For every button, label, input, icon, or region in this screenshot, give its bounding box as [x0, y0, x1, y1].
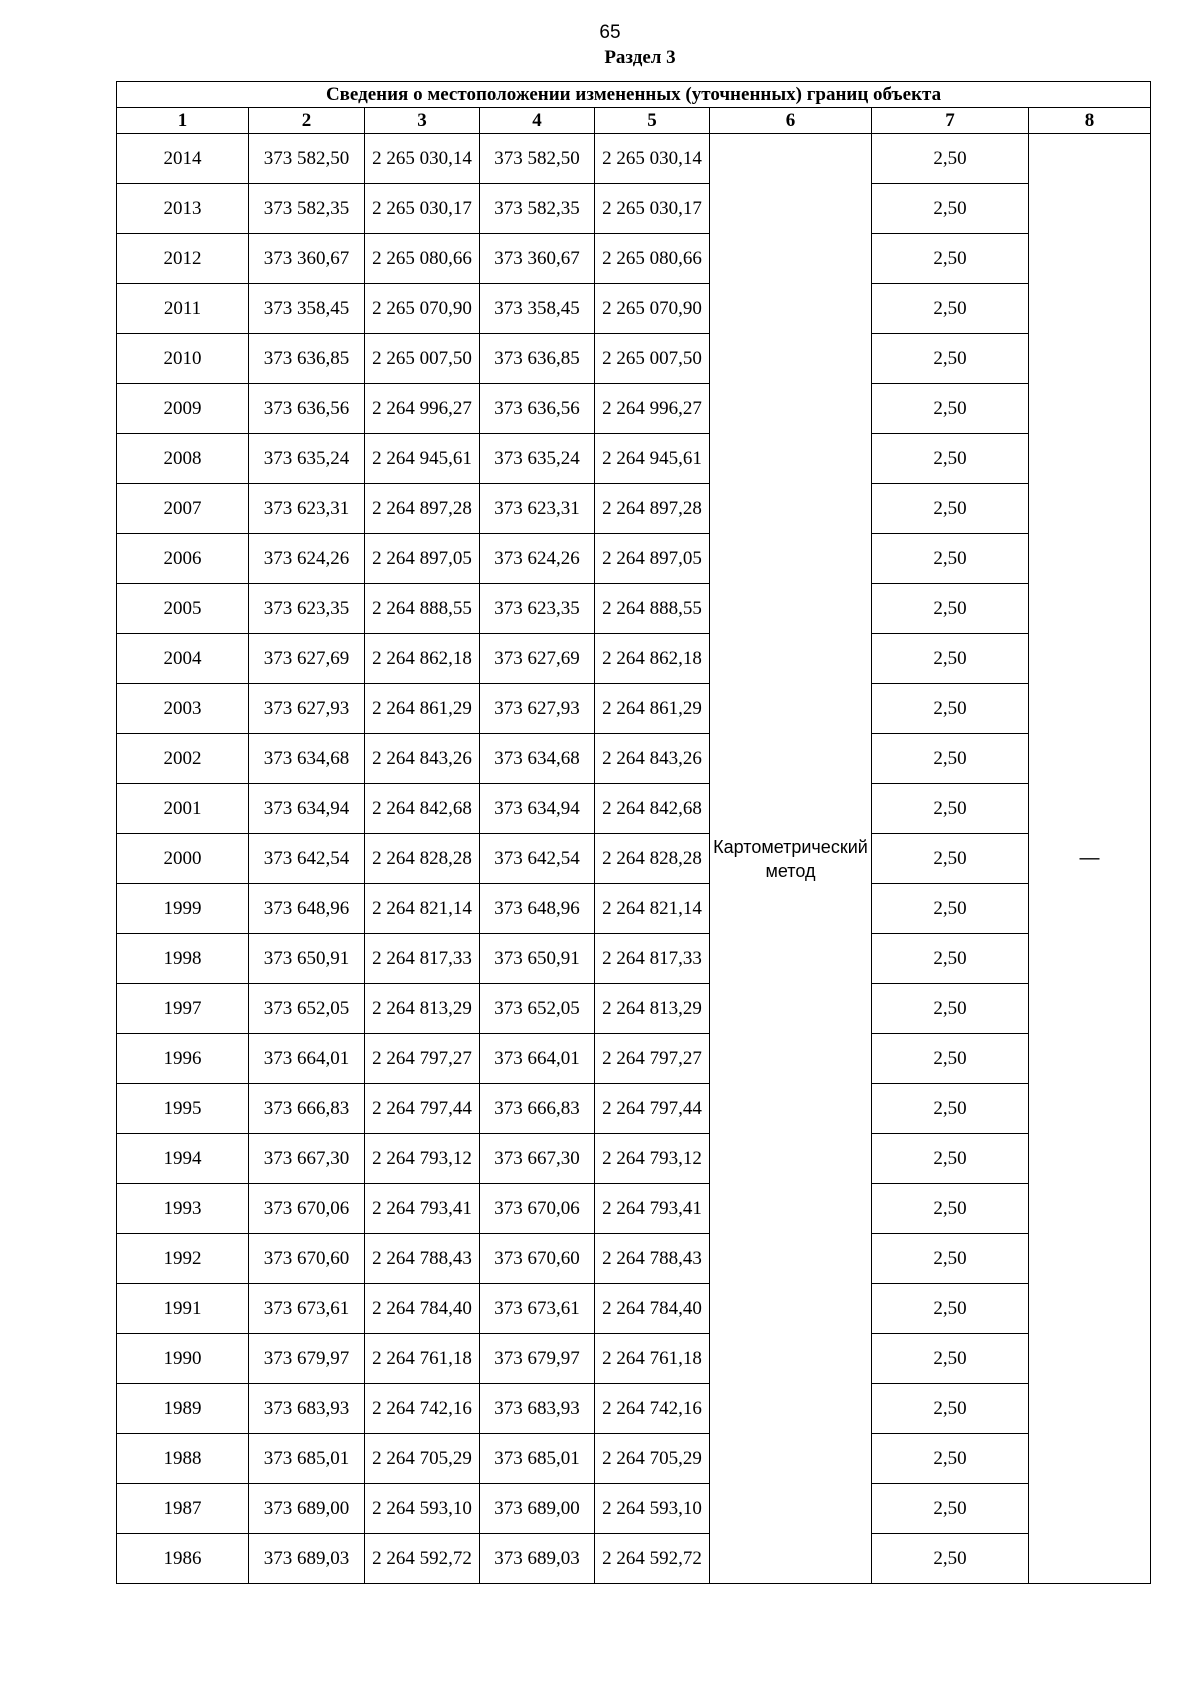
accuracy-cell: 2,50 [872, 734, 1029, 784]
y-new-cell: 2 264 817,33 [595, 934, 710, 984]
y-new-cell: 2 264 897,28 [595, 484, 710, 534]
x-old-cell: 373 650,91 [249, 934, 365, 984]
x-new-cell: 373 673,61 [480, 1284, 595, 1334]
x-new-cell: 373 360,67 [480, 234, 595, 284]
x-old-cell: 373 670,06 [249, 1184, 365, 1234]
y-new-cell: 2 264 996,27 [595, 384, 710, 434]
y-old-cell: 2 264 862,18 [365, 634, 480, 684]
page-number: 65 [599, 22, 621, 43]
accuracy-cell: 2,50 [872, 1384, 1029, 1434]
point-number-cell: 2000 [117, 834, 249, 884]
x-new-cell: 373 689,03 [480, 1534, 595, 1584]
point-number-cell: 2002 [117, 734, 249, 784]
x-new-cell: 373 642,54 [480, 834, 595, 884]
y-old-cell: 2 264 828,28 [365, 834, 480, 884]
point-number-cell: 2001 [117, 784, 249, 834]
x-new-cell: 373 635,24 [480, 434, 595, 484]
y-new-cell: 2 264 797,44 [595, 1084, 710, 1134]
x-old-cell: 373 664,01 [249, 1034, 365, 1084]
x-old-cell: 373 666,83 [249, 1084, 365, 1134]
x-old-cell: 373 642,54 [249, 834, 365, 884]
table-row [117, 134, 1151, 184]
y-old-cell: 2 265 007,50 [365, 334, 480, 384]
y-old-cell: 2 264 897,05 [365, 534, 480, 584]
y-new-cell: 2 264 593,10 [595, 1484, 710, 1534]
accuracy-cell: 2,50 [872, 1234, 1029, 1284]
point-number-cell: 2007 [117, 484, 249, 534]
accuracy-cell: 2,50 [872, 184, 1029, 234]
y-new-cell: 2 264 888,55 [595, 584, 710, 634]
point-number-cell: 1986 [117, 1534, 249, 1584]
y-old-cell: 2 264 897,28 [365, 484, 480, 534]
x-old-cell: 373 652,05 [249, 984, 365, 1034]
point-number-cell: 1993 [117, 1184, 249, 1234]
x-old-cell: 373 635,24 [249, 434, 365, 484]
y-old-cell: 2 264 705,29 [365, 1434, 480, 1484]
y-new-cell: 2 264 842,68 [595, 784, 710, 834]
x-old-cell: 373 623,31 [249, 484, 365, 534]
y-new-cell: 2 265 080,66 [595, 234, 710, 284]
accuracy-cell: 2,50 [872, 684, 1029, 734]
y-old-cell: 2 264 788,43 [365, 1234, 480, 1284]
y-new-cell: 2 264 793,12 [595, 1134, 710, 1184]
x-old-cell: 373 673,61 [249, 1284, 365, 1334]
table-row [117, 434, 1151, 484]
point-number-cell: 2006 [117, 534, 249, 584]
y-new-cell: 2 264 788,43 [595, 1234, 710, 1284]
point-number-cell: 1995 [117, 1084, 249, 1134]
y-new-cell: 2 264 945,61 [595, 434, 710, 484]
accuracy-cell: 2,50 [872, 284, 1029, 334]
x-new-cell: 373 683,93 [480, 1384, 595, 1434]
x-new-cell: 373 636,85 [480, 334, 595, 384]
accuracy-cell: 2,50 [872, 1084, 1029, 1134]
table-row [117, 1434, 1151, 1484]
accuracy-cell: 2,50 [872, 584, 1029, 634]
x-old-cell: 373 636,85 [249, 334, 365, 384]
accuracy-cell: 2,50 [872, 1484, 1029, 1534]
point-number-cell: 1997 [117, 984, 249, 1034]
table-row [117, 1484, 1151, 1534]
table-row [117, 1534, 1151, 1584]
table-row [117, 534, 1151, 584]
accuracy-cell: 2,50 [872, 1534, 1029, 1584]
table-row [117, 584, 1151, 634]
x-old-cell: 373 636,56 [249, 384, 365, 434]
x-new-cell: 373 689,00 [480, 1484, 595, 1534]
table-row [117, 234, 1151, 284]
accuracy-cell: 2,50 [872, 334, 1029, 384]
column-number: 8 [1029, 108, 1151, 134]
accuracy-cell: 2,50 [872, 884, 1029, 934]
table-row [117, 1284, 1151, 1334]
table-row [117, 684, 1151, 734]
x-old-cell: 373 634,68 [249, 734, 365, 784]
x-old-cell: 373 648,96 [249, 884, 365, 934]
accuracy-cell: 2,50 [872, 984, 1029, 1034]
accuracy-cell: 2,50 [872, 1334, 1029, 1384]
x-new-cell: 373 666,83 [480, 1084, 595, 1134]
table-row [117, 184, 1151, 234]
table-row [117, 1334, 1151, 1384]
x-new-cell: 373 627,69 [480, 634, 595, 684]
x-old-cell: 373 627,69 [249, 634, 365, 684]
table-row [117, 884, 1151, 934]
table-row [117, 834, 1151, 884]
x-new-cell: 373 636,56 [480, 384, 595, 434]
point-number-cell: 2009 [117, 384, 249, 434]
x-old-cell: 373 582,35 [249, 184, 365, 234]
point-number-cell: 2008 [117, 434, 249, 484]
point-number-cell: 1990 [117, 1334, 249, 1384]
y-new-cell: 2 264 742,16 [595, 1384, 710, 1434]
column-number: 2 [249, 108, 365, 134]
y-old-cell: 2 264 797,44 [365, 1084, 480, 1134]
point-number-cell: 1996 [117, 1034, 249, 1084]
y-new-cell: 2 265 007,50 [595, 334, 710, 384]
x-new-cell: 373 679,97 [480, 1334, 595, 1384]
accuracy-cell: 2,50 [872, 384, 1029, 434]
table-row [117, 1184, 1151, 1234]
point-number-cell: 1987 [117, 1484, 249, 1534]
column8-cell: — [1029, 134, 1151, 1584]
accuracy-cell: 2,50 [872, 234, 1029, 284]
y-old-cell: 2 264 945,61 [365, 434, 480, 484]
x-new-cell: 373 685,01 [480, 1434, 595, 1484]
y-new-cell: 2 264 761,18 [595, 1334, 710, 1384]
x-new-cell: 373 582,35 [480, 184, 595, 234]
x-new-cell: 373 358,45 [480, 284, 595, 334]
point-number-cell: 2011 [117, 284, 249, 334]
y-old-cell: 2 265 080,66 [365, 234, 480, 284]
point-number-cell: 1992 [117, 1234, 249, 1284]
accuracy-cell: 2,50 [872, 1184, 1029, 1234]
table-body [117, 134, 1151, 1584]
table-row [117, 1134, 1151, 1184]
point-number-cell: 2003 [117, 684, 249, 734]
boundary-coordinates-table [116, 81, 1151, 1584]
x-old-cell: 373 623,35 [249, 584, 365, 634]
x-old-cell: 373 679,97 [249, 1334, 365, 1384]
section-title: Раздел 3 [604, 47, 676, 68]
y-new-cell: 2 264 813,29 [595, 984, 710, 1034]
y-new-cell: 2 264 705,29 [595, 1434, 710, 1484]
x-old-cell: 373 634,94 [249, 784, 365, 834]
table-caption-row [117, 82, 1151, 108]
x-old-cell: 373 670,60 [249, 1234, 365, 1284]
y-old-cell: 2 264 861,29 [365, 684, 480, 734]
point-number-cell: 2010 [117, 334, 249, 384]
x-old-cell: 373 624,26 [249, 534, 365, 584]
y-new-cell: 2 264 897,05 [595, 534, 710, 584]
column-number-row [117, 108, 1151, 134]
y-new-cell: 2 265 030,17 [595, 184, 710, 234]
x-new-cell: 373 664,01 [480, 1034, 595, 1084]
point-number-cell: 1991 [117, 1284, 249, 1334]
y-old-cell: 2 264 843,26 [365, 734, 480, 784]
accuracy-cell: 2,50 [872, 634, 1029, 684]
y-old-cell: 2 264 784,40 [365, 1284, 480, 1334]
y-old-cell: 2 264 797,27 [365, 1034, 480, 1084]
column-number: 6 [710, 108, 872, 134]
x-new-cell: 373 634,94 [480, 784, 595, 834]
table-row [117, 384, 1151, 434]
table-row [117, 484, 1151, 534]
y-old-cell: 2 265 030,14 [365, 134, 480, 184]
accuracy-cell: 2,50 [872, 1134, 1029, 1184]
y-new-cell: 2 264 821,14 [595, 884, 710, 934]
x-new-cell: 373 667,30 [480, 1134, 595, 1184]
accuracy-cell: 2,50 [872, 1034, 1029, 1084]
accuracy-cell: 2,50 [872, 434, 1029, 484]
x-old-cell: 373 685,01 [249, 1434, 365, 1484]
column-number: 1 [117, 108, 249, 134]
point-number-cell: 1999 [117, 884, 249, 934]
x-new-cell: 373 582,50 [480, 134, 595, 184]
y-new-cell: 2 264 793,41 [595, 1184, 710, 1234]
column-number: 7 [872, 108, 1029, 134]
y-old-cell: 2 264 793,41 [365, 1184, 480, 1234]
x-new-cell: 373 623,35 [480, 584, 595, 634]
column-number: 3 [365, 108, 480, 134]
y-new-cell: 2 264 861,29 [595, 684, 710, 734]
table-row [117, 984, 1151, 1034]
y-old-cell: 2 265 070,90 [365, 284, 480, 334]
point-number-cell: 1994 [117, 1134, 249, 1184]
y-new-cell: 2 264 862,18 [595, 634, 710, 684]
x-new-cell: 373 648,96 [480, 884, 595, 934]
x-old-cell: 373 627,93 [249, 684, 365, 734]
table-row [117, 284, 1151, 334]
point-number-cell: 1989 [117, 1384, 249, 1434]
x-old-cell: 373 582,50 [249, 134, 365, 184]
accuracy-cell: 2,50 [872, 1434, 1029, 1484]
accuracy-cell: 2,50 [872, 934, 1029, 984]
table-row [117, 934, 1151, 984]
table-row [117, 1034, 1151, 1084]
x-new-cell: 373 624,26 [480, 534, 595, 584]
x-old-cell: 373 358,45 [249, 284, 365, 334]
accuracy-cell: 2,50 [872, 534, 1029, 584]
accuracy-cell: 2,50 [872, 484, 1029, 534]
table-row [117, 1084, 1151, 1134]
x-new-cell: 373 650,91 [480, 934, 595, 984]
y-old-cell: 2 265 030,17 [365, 184, 480, 234]
y-old-cell: 2 264 813,29 [365, 984, 480, 1034]
x-new-cell: 373 634,68 [480, 734, 595, 784]
table-row [117, 784, 1151, 834]
y-new-cell: 2 264 592,72 [595, 1534, 710, 1584]
point-number-cell: 1988 [117, 1434, 249, 1484]
y-old-cell: 2 264 842,68 [365, 784, 480, 834]
x-old-cell: 373 689,00 [249, 1484, 365, 1534]
x-old-cell: 373 360,67 [249, 234, 365, 284]
y-new-cell: 2 264 843,26 [595, 734, 710, 784]
table-row [117, 1234, 1151, 1284]
y-old-cell: 2 264 817,33 [365, 934, 480, 984]
accuracy-cell: 2,50 [872, 134, 1029, 184]
table-row [117, 1384, 1151, 1434]
y-old-cell: 2 264 761,18 [365, 1334, 480, 1384]
accuracy-cell: 2,50 [872, 784, 1029, 834]
x-new-cell: 373 652,05 [480, 984, 595, 1034]
x-old-cell: 373 689,03 [249, 1534, 365, 1584]
y-old-cell: 2 264 742,16 [365, 1384, 480, 1434]
y-new-cell: 2 264 784,40 [595, 1284, 710, 1334]
accuracy-cell: 2,50 [872, 834, 1029, 884]
table-caption: Сведения о местоположении измененных (уточненных) границ объекта [117, 82, 1151, 108]
x-new-cell: 373 670,06 [480, 1184, 595, 1234]
x-new-cell: 373 670,60 [480, 1234, 595, 1284]
point-number-cell: 2005 [117, 584, 249, 634]
y-new-cell: 2 265 070,90 [595, 284, 710, 334]
column-number: 4 [480, 108, 595, 134]
x-old-cell: 373 683,93 [249, 1384, 365, 1434]
x-new-cell: 373 623,31 [480, 484, 595, 534]
method-cell: Картометрический метод [710, 134, 872, 1584]
column-number: 5 [595, 108, 710, 134]
y-old-cell: 2 264 592,72 [365, 1534, 480, 1584]
table-row [117, 334, 1151, 384]
y-old-cell: 2 264 793,12 [365, 1134, 480, 1184]
x-old-cell: 373 667,30 [249, 1134, 365, 1184]
point-number-cell: 1998 [117, 934, 249, 984]
y-old-cell: 2 264 996,27 [365, 384, 480, 434]
point-number-cell: 2012 [117, 234, 249, 284]
table-row [117, 734, 1151, 784]
x-new-cell: 373 627,93 [480, 684, 595, 734]
point-number-cell: 2014 [117, 134, 249, 184]
y-old-cell: 2 264 821,14 [365, 884, 480, 934]
point-number-cell: 2013 [117, 184, 249, 234]
y-new-cell: 2 264 828,28 [595, 834, 710, 884]
point-number-cell: 2004 [117, 634, 249, 684]
y-old-cell: 2 264 593,10 [365, 1484, 480, 1534]
y-new-cell: 2 265 030,14 [595, 134, 710, 184]
table-row [117, 634, 1151, 684]
y-new-cell: 2 264 797,27 [595, 1034, 710, 1084]
accuracy-cell: 2,50 [872, 1284, 1029, 1334]
y-old-cell: 2 264 888,55 [365, 584, 480, 634]
